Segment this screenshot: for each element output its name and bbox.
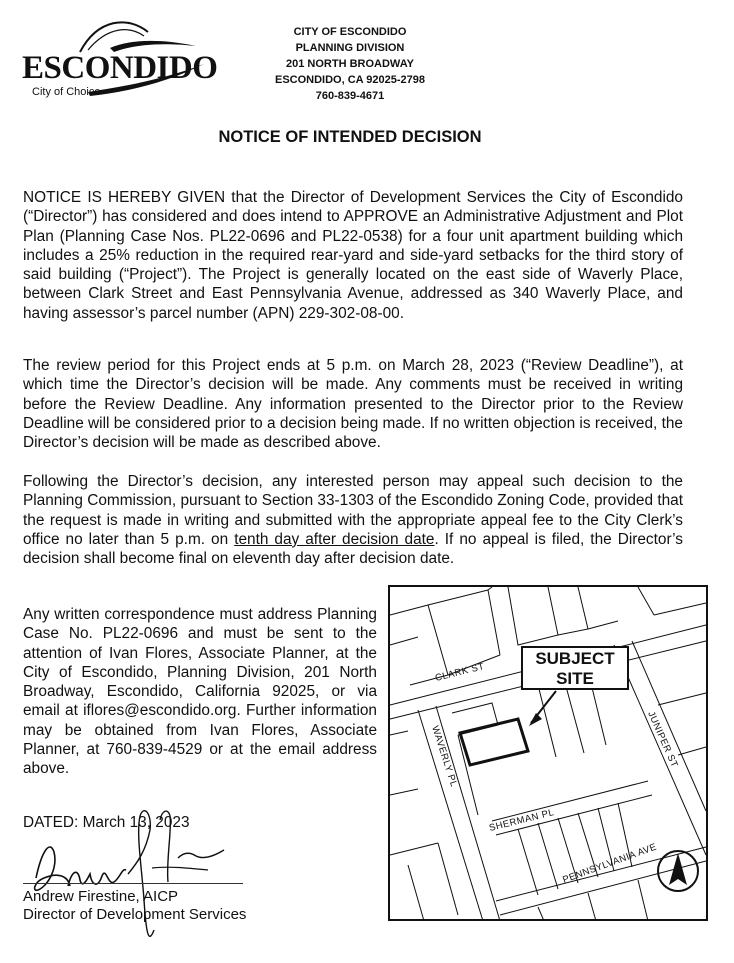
subject-site-label [521, 646, 629, 690]
location-map [388, 585, 708, 921]
logo-wordmark: ESCONDIDO [22, 50, 218, 86]
paragraph-review-period: The review period for this Project ends at 5 p.m. on March 28, 2023 (“Review Deadline”), at which time the Director’s decision will be made. Any comments must be received in writing before the Review Deadline. Any information presented to the Director prior to the Review Deadline will be considered prior to a decision being made. If no written objection is received, the Director’s decision will be made as described above. [23, 357, 683, 452]
signer-title: Director of Development Services [23, 906, 247, 923]
header-line-division: PLANNING DIVISION [295, 42, 405, 54]
header-line-phone: 760-839-4671 [315, 90, 385, 102]
signer-name: Andrew Firestine, AICP [23, 888, 179, 905]
appeal-deadline-underlined: tenth day after decision date [234, 530, 435, 548]
street-label-pennsylvania: PENNSYLVANIA AVE [561, 841, 659, 886]
header-line-citystate: ESCONDIDO, CA 92025-2798 [275, 74, 425, 86]
handwritten-signature [28, 790, 228, 950]
city-logo [18, 12, 218, 102]
street-label-clark: CLARK ST [434, 661, 486, 684]
paragraph-correspondence: Any written correspondence must address Planning Case No. PL22-0696 and must be sent to the attention of Ivan Flores, Associate Planner, at the City of Escondido, Planning Division, 201 North Broadway, Escondido, California 92025, or via email at iflores@escondido.org. Further information may be obtained from Ivan Flores, Associate Planner, at 760-839-4529 or at the email address above. [23, 606, 377, 778]
logo-tagline: City of Choice [32, 86, 101, 98]
appeal-text-after: . If no appeal is filed, the Director’s decision shall become final on eleventh day after decision date. [23, 530, 683, 568]
subject-label-line2: SITE [556, 669, 594, 688]
dated-line: DATED: March 13, 2023 [23, 814, 190, 831]
street-label-waverly: WAVERLY PL [429, 724, 460, 789]
header-line-street: 201 NORTH BROADWAY [286, 58, 414, 70]
paragraph-appeal [23, 472, 683, 568]
subject-label-line1: SUBJECT [535, 649, 615, 668]
header-line-city: CITY OF ESCONDIDO [293, 26, 407, 38]
paragraph-notice: NOTICE IS HEREBY GIVEN that the Director of Development Services the City of Escondido (“Director”) has considered and does intend to APPROVE an Administrative Adjustment and Plot Plan (Planning Case Nos. PL22-0696 and PL22-0538) for a four unit apartment building which includes a 25% reduction in the required rear-yard and side-yard setbacks for the third story of said building (“Project”). The Project is generally located on the east side of Waverly Place, between Clark Street and East Pennsylvania Avenue, addressed as 340 Waverly Place, and having assessor’s parcel number (APN) 229-302-08-00. [23, 189, 683, 322]
street-label-juniper: JUNIPER ST [645, 709, 680, 770]
document-title: NOTICE OF INTENDED DECISION [218, 128, 482, 146]
header-address [258, 24, 442, 104]
street-label-sherman: SHERMAN PL [488, 807, 556, 834]
appeal-text-before: Following the Director’s decision, any interested person may appeal such decision to the Planning Commission, pursuant to Section 33-1303 of the Escondido Zoning Code, provided that the request is made in writing and submitted with the appropriate appeal fee to the City Clerk’s office no later than 5 p.m. on [23, 473, 683, 548]
signature-line [23, 883, 243, 884]
